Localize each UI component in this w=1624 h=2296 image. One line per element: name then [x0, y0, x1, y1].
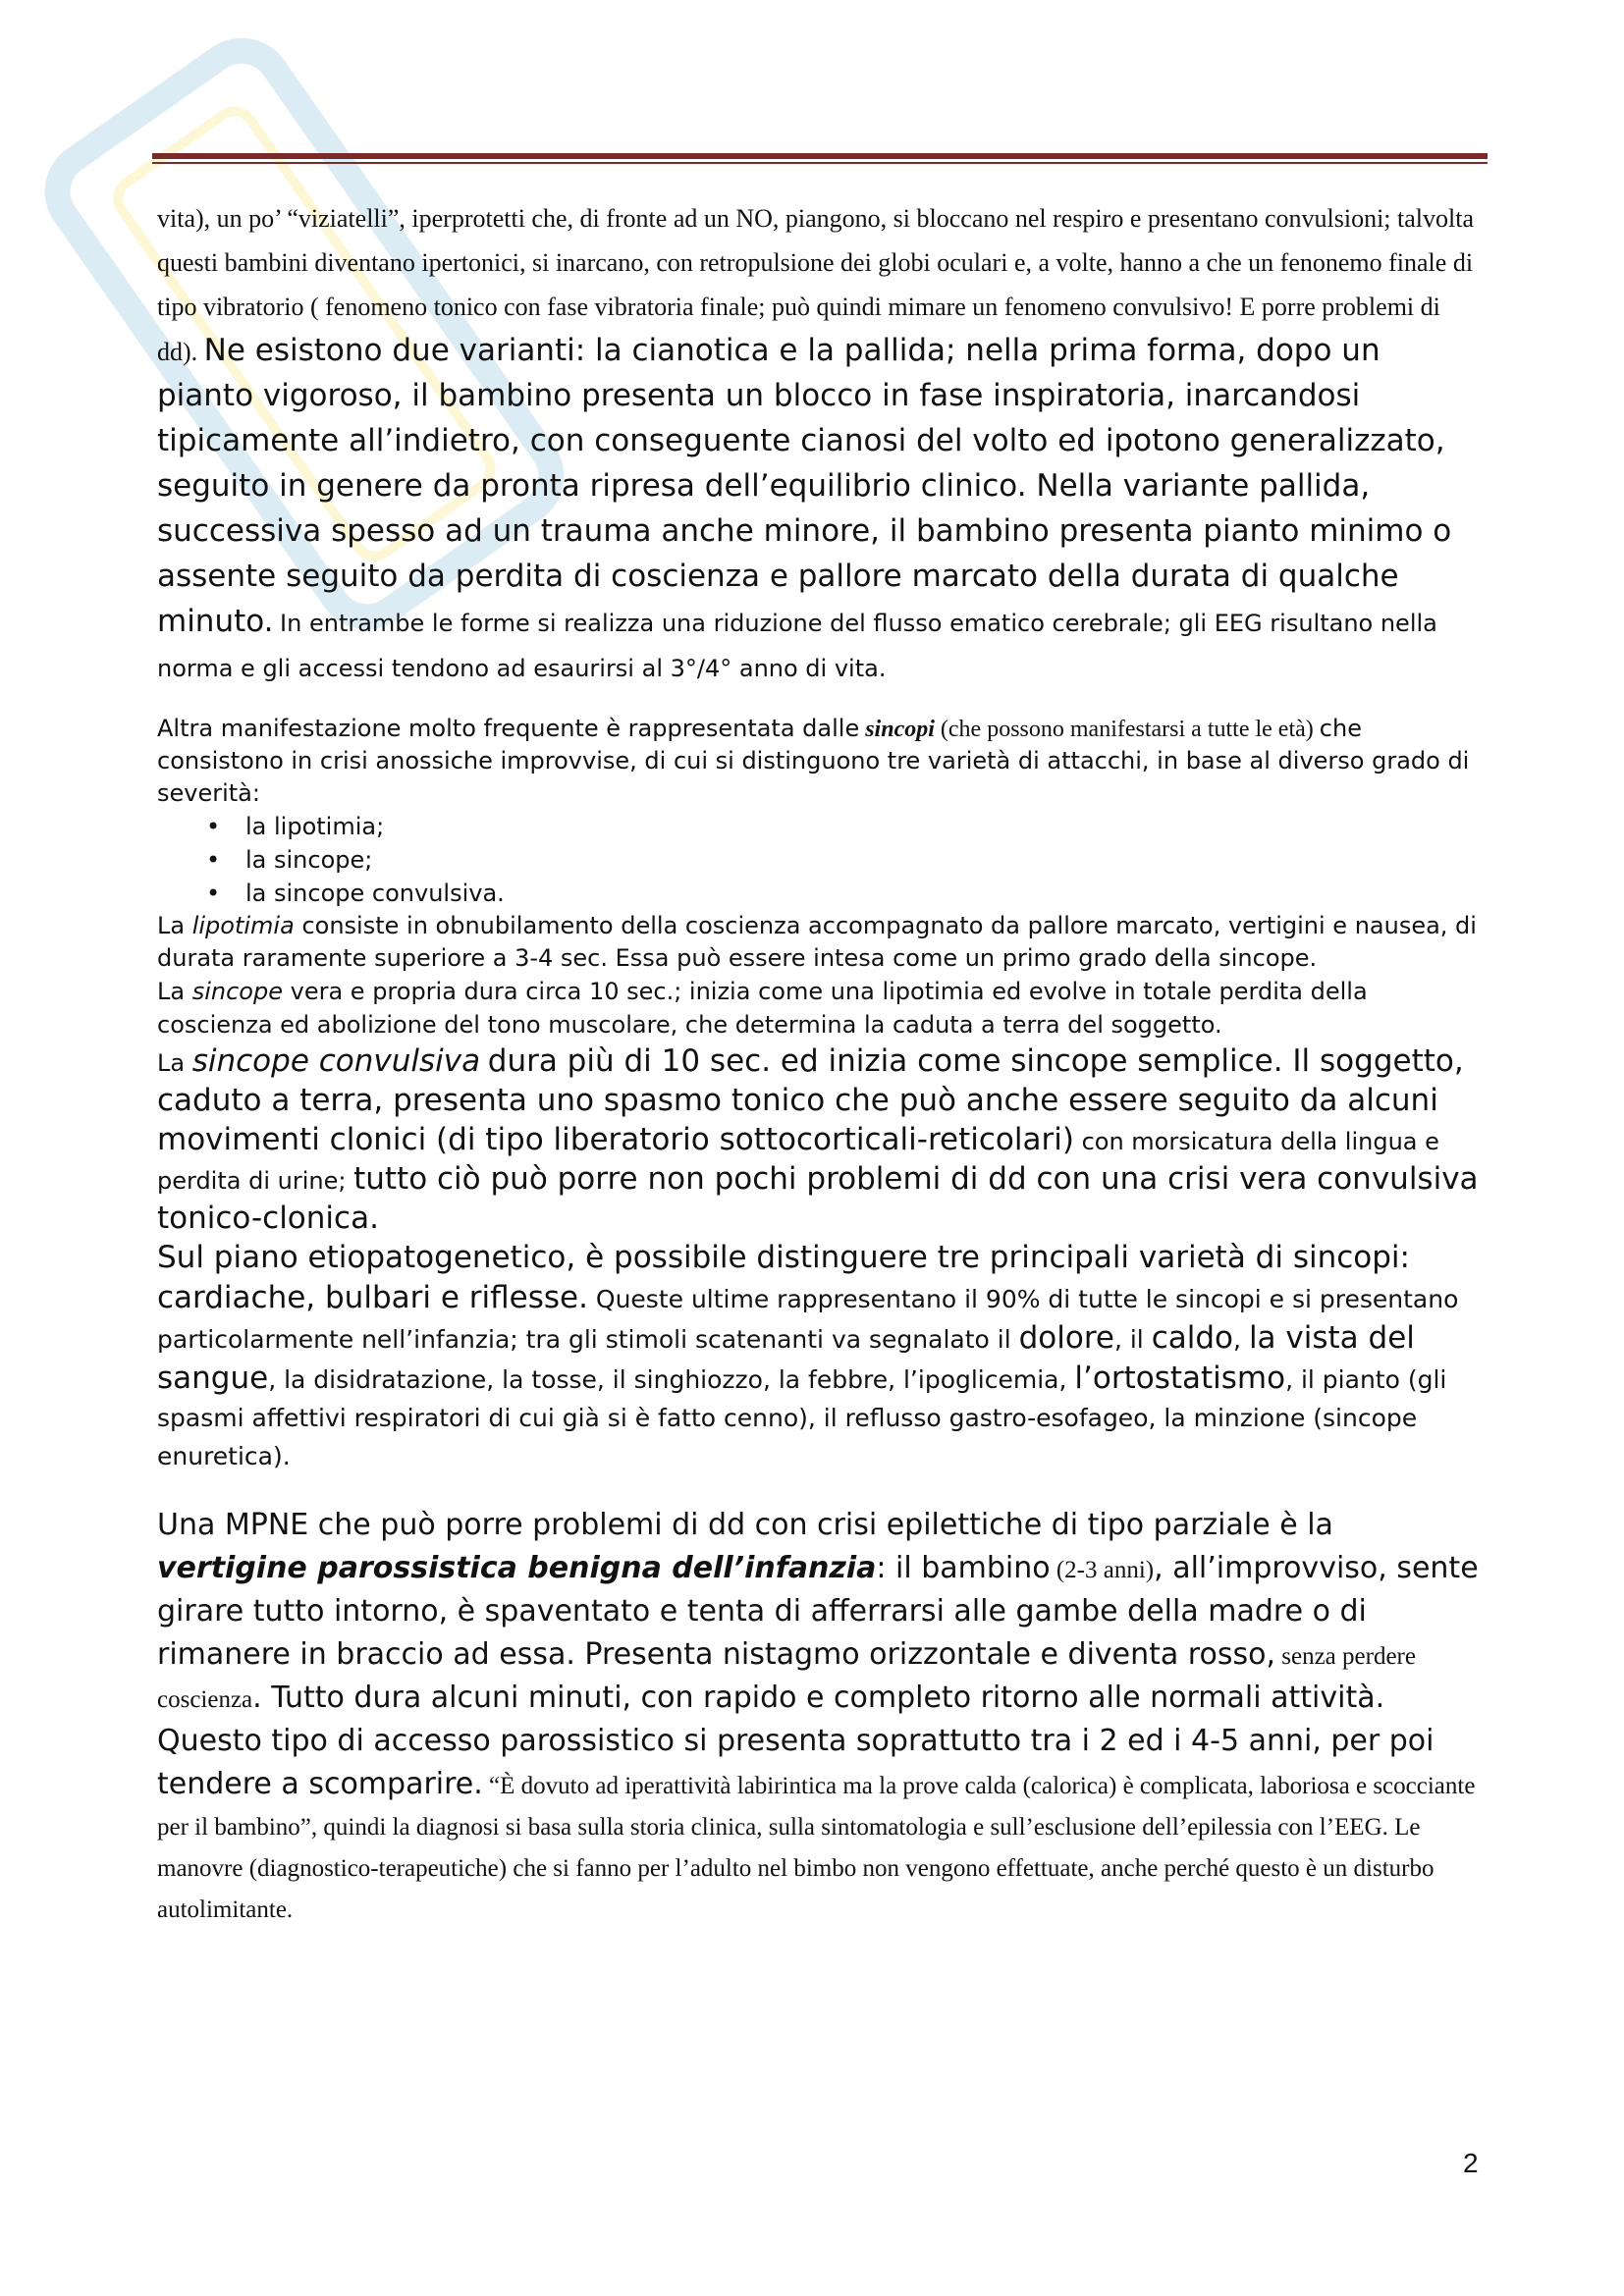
text-run: Altra manifestazione molto frequente è rappresentata dalle [157, 715, 860, 742]
text-run: La [157, 1049, 186, 1077]
text-run: , la disidratazione, la tosse, il singhiozzo, la febbre, l’ipoglicemia, [268, 1365, 1067, 1394]
page-number: 2 [1463, 2148, 1479, 2178]
term-sincope-convulsiva: sincope convulsiva [191, 1043, 481, 1079]
text-run: : il bambino [876, 1551, 1051, 1585]
list-item: • la lipotimia; [206, 810, 1485, 843]
page-body [157, 196, 1485, 1931]
text-run: Ne esistono due varianti: la cianotica e la pallida; nella prima forma, dopo un pianto vigoroso, il bambino presenta un blocco in fase inspiratoria, inarcandosi tipicamente all’indietro, con conseguente cianosi del volto ed ipotono generalizzato, seguito in genere da pronta ripresa dell’equilibrio clinico. Nella variante pallida, successiva spesso ad un trauma anche minore, il bambino presenta pianto minimo o assente seguito da perdita di coscienza e pallore marcato della durata di qualche minuto. [157, 333, 1452, 639]
text-run: , il pianto (gli spasmi affettivi respiratori di cui già si è fatto cenno), il reflusso gastro-esofageo, la minzione (sincope enuretica). [157, 1365, 1447, 1470]
text-run: consiste in obnubilamento della coscienza accompagnato da pallore marcato, vertigini e nausea, di durata raramente superiore a 3-4 sec. Essa può essere intesa come un primo grado della sincope. [157, 912, 1477, 972]
text-run: In entrambe le forme si realizza una riduzione del flusso ematico cerebrale; gli EEG risultano nella norma e gli accessi tendono ad esaurirsi al 3°/4° anno di vita. [157, 610, 1437, 682]
text-run: vita), un po’ “viziatelli”, iperprotetti che, di fronte ad un NO, piangono, si bloccano nel respiro e presentano convulsioni; talvolta questi bambini diventano ipertonici, si inarcano, con retropulsione dei globi oculari e, a volte, hanno a che un fenonemo finale di tipo vibratorio ( fenomeno tonico con fase vibratoria finale; può quindi mimare un fenomeno convulsivo! E porre problemi di dd). [157, 204, 1475, 366]
text-run: Sul piano etiopatogenetico, è possibile distinguere tre principali varietà di sincopi: cardiache, bulbari e riflesse. [157, 1240, 1410, 1315]
header-rule-thin [152, 162, 1488, 164]
term-lipotimia: lipotimia [191, 912, 295, 939]
text-run: (che possono manifestarsi a tutte le età) [940, 717, 1314, 742]
text-run: senza perdere coscienza [157, 1643, 1416, 1713]
text-run: vera e propria dura circa 10 sec.; inizia come una lipotimia ed evolve in totale perdita della coscienza ed abolizione del tono muscolare, che determina la caduta a terra del soggetto. [157, 978, 1368, 1039]
header-rule [152, 153, 1488, 159]
text-run: , all’improvviso, sente girare tutto intorno, è spaventato e tenta di afferrarsi alle gambe della madre o di rimanere in braccio ad essa. Presenta nistagmo orizzontale e diventa rosso, [157, 1551, 1479, 1672]
text-run: . Tutto dura alcuni minuti, con rapido e completo ritorno alle normali attività. Questo tipo di accesso parossistico si presenta soprattutto tra i 2 ed i 4-5 anni, per poi tendere a scomparire. [157, 1681, 1435, 1801]
term-vertigine: vertigine parossistica benigna dell’infanzia [157, 1551, 877, 1585]
text-run: “È dovuto ad iperattività labirintica ma la prove calda (calorica) è complicata, laboriosa e scocciante per il bambino”, quindi la diagnosi si basa sulla storia clinica, sulla sintomatologia e sull’esclusione dell’epilessia con l’EEG. Le manovre (diagnostico-terapeutiche) che si fanno per l’adulto nel bimbo non vengono effettuate, anche perché questo è un disturbo autolimitante. [157, 1773, 1476, 1923]
text-run: , il [1113, 1325, 1144, 1354]
paragraph-sincopi-intro [157, 713, 1485, 810]
text-run: Queste ultime rappresentano il 90% di tutte le sincopi e si presentano particolarmente nell’infanzia; tra gli stimoli scatenanti va segnalato il [157, 1285, 1459, 1354]
paragraph-lipotimia [157, 910, 1485, 975]
term-sincopi: sincopi [865, 717, 935, 742]
text-run: dura più di 10 sec. ed inizia come sincope semplice. Il soggetto, caduto a terra, presenta uno spasmo tonico che può anche essere seguito da alcuni movimenti clonici (di tipo liberatorio sottocorticali-reticolari) [157, 1043, 1464, 1157]
severity-list [157, 810, 1485, 910]
text-run: che consistono in crisi anossiche improvvise, di cui si distinguono tre varietà di attacchi, in base al diverso grado di severità: [157, 715, 1470, 807]
text-run: l’ortostatismo [1074, 1361, 1286, 1396]
text-run: la vista del sangue [157, 1320, 1415, 1396]
paragraph-etiopatogenesi [157, 1238, 1485, 1475]
text-run: dolore [1018, 1320, 1114, 1356]
list-item: • la sincope; [206, 843, 1485, 877]
term-sincope: sincope [191, 978, 283, 1005]
text-run: tutto ciò può porre non pochi problemi di dd con una crisi vera convulsiva tonico-clonica. [157, 1161, 1479, 1236]
text-run: Una MPNE che può porre problemi di dd con crisi epilettiche di tipo parziale è la [157, 1508, 1333, 1542]
paragraph-sincope-convulsiva [157, 1041, 1485, 1238]
text-run: (2-3 anni) [1056, 1557, 1155, 1583]
text-run: , [1233, 1325, 1241, 1354]
text-run: con morsicatura della lingua e perdita di urine; [157, 1128, 1439, 1195]
text-run: La [157, 978, 186, 1005]
paragraph-vertigine [157, 1505, 1485, 1931]
paragraph-sincope [157, 975, 1485, 1041]
paragraph-spasmi-affettivi [157, 196, 1485, 691]
text-run: La [157, 912, 186, 939]
text-run: caldo [1151, 1320, 1234, 1356]
list-item: • la sincope convulsiva. [206, 877, 1485, 910]
